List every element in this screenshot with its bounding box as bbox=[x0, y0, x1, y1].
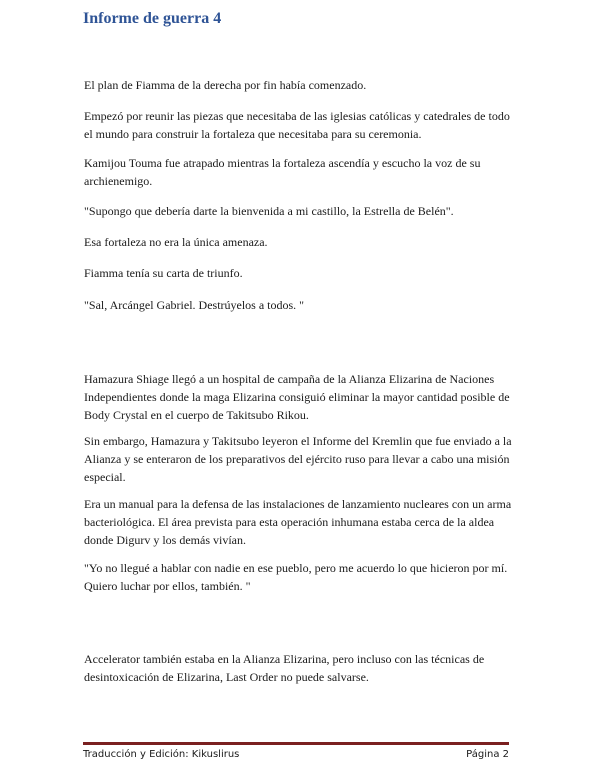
footer-credits: Traducción y Edición: Kikuslirus bbox=[83, 749, 240, 760]
paragraph: Sin embargo, Hamazura y Takitsubo leyeron el Informe del Kremlin que fue enviado a la Alianza y se enteraron de los preparativos del ejército ruso para llevar a cabo una misión especial. bbox=[84, 434, 512, 484]
paragraph: Accelerator también estaba en la Alianza Elizarina, pero incluso con las técnicas de desintoxicación de Elizarina, Last Order no puede salvarse. bbox=[84, 652, 485, 684]
page-number: Página 2 bbox=[466, 749, 509, 760]
footer-rule bbox=[83, 742, 509, 745]
paragraph: Era un manual para la defensa de las instalaciones de lanzamiento nucleares con un arma bacteriológica. El área prevista para esta operación inhumana estaba cerca de la aldea donde Digurv y los demás vivían. bbox=[84, 497, 512, 547]
paragraph: Fiamma tenía su carta de triunfo. bbox=[84, 266, 243, 280]
paragraph: Kamijou Touma fue atrapado mientras la fortaleza ascendía y escucho la voz de su archienemigo. bbox=[84, 156, 481, 188]
paragraph: "Supongo que debería darte la bienvenida a mi castillo, la Estrella de Belén". bbox=[84, 204, 454, 218]
paragraph: Esa fortaleza no era la única amenaza. bbox=[84, 235, 268, 249]
paragraph: Hamazura Shiage llegó a un hospital de campaña de la Alianza Elizarina de Naciones Independientes donde la maga Elizarina consiguió eliminar la mayor cantidad posible de Body Crystal en el cuerpo de Takitsubo Rikou. bbox=[84, 372, 510, 422]
paragraph: "Yo no llegué a hablar con nadie en ese pueblo, pero me acuerdo lo que hicieron por mí. Quiero luchar por ellos, también. " bbox=[84, 561, 508, 593]
paragraph: "Sal, Arcángel Gabriel. Destrúyelos a todos. " bbox=[84, 298, 305, 312]
page-heading: Informe de guerra 4 bbox=[83, 10, 222, 27]
paragraph: El plan de Fiamma de la derecha por fin había comenzado. bbox=[84, 78, 367, 92]
paragraph: Empezó por reunir las piezas que necesitaba de las iglesias católicas y catedrales de todo el mundo para construir la fortaleza que necesitaba para su ceremonia. bbox=[84, 109, 510, 141]
